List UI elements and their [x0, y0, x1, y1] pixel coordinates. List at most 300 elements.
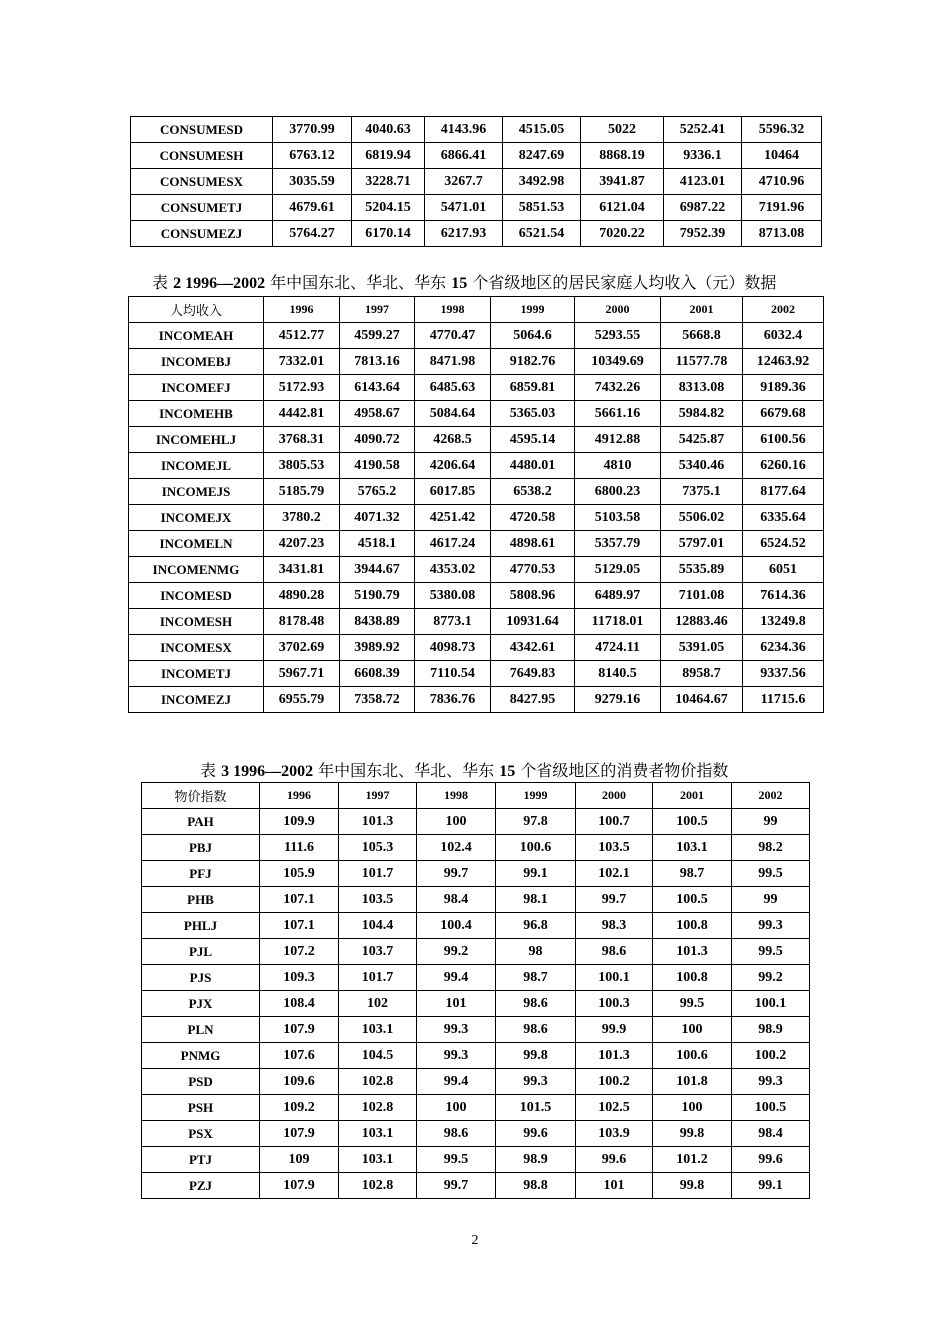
table-cell: 6143.64 — [340, 375, 415, 401]
table-cell: 100.6 — [653, 1043, 732, 1069]
table-cell: 6608.39 — [340, 661, 415, 687]
table-cell: 98.1 — [496, 887, 576, 913]
table-cell: 98.4 — [417, 887, 496, 913]
row-label: INCOMEAH — [129, 323, 264, 349]
table-cell: 8140.5 — [575, 661, 661, 687]
table-cell: 103.1 — [339, 1017, 417, 1043]
year-header: 2002 — [732, 783, 810, 809]
table-cell: 99.4 — [417, 1069, 496, 1095]
table-cell: 101.8 — [653, 1069, 732, 1095]
table-cell: 9279.16 — [575, 687, 661, 713]
table-cell: 100 — [417, 1095, 496, 1121]
table-cell: 6679.68 — [743, 401, 824, 427]
table-cell: 99.2 — [732, 965, 810, 991]
table-cell: 101.2 — [653, 1147, 732, 1173]
table-row — [129, 687, 824, 713]
table-cell: 4342.61 — [491, 635, 575, 661]
table-cell: 7836.76 — [415, 687, 491, 713]
table-cell: 5185.79 — [264, 479, 340, 505]
table-cell: 102.8 — [339, 1173, 417, 1199]
table-cell: 9337.56 — [743, 661, 824, 687]
table-cell: 98 — [496, 939, 576, 965]
table-cell: 8247.69 — [503, 143, 581, 169]
table-cell: 102 — [339, 991, 417, 1017]
year-header: 1996 — [260, 783, 339, 809]
table-cell: 3944.67 — [340, 557, 415, 583]
table-cell: 100.1 — [732, 991, 810, 1017]
table-cell: 5808.96 — [491, 583, 575, 609]
row-label: PJS — [142, 965, 260, 991]
table-cell: 103.1 — [339, 1121, 417, 1147]
year-header: 2001 — [653, 783, 732, 809]
row-label: INCOMEBJ — [129, 349, 264, 375]
table-cell: 4206.64 — [415, 453, 491, 479]
table-cell: 100.2 — [576, 1069, 653, 1095]
table-cell: 4679.61 — [273, 195, 352, 221]
table-cell: 4898.61 — [491, 531, 575, 557]
table-row — [142, 1121, 810, 1147]
table-row — [142, 809, 810, 835]
table-cell: 99.1 — [732, 1173, 810, 1199]
table-cell: 5984.82 — [661, 401, 743, 427]
table-cell: 4710.96 — [742, 169, 822, 195]
table-cell: 4724.11 — [575, 635, 661, 661]
table-cell: 6485.63 — [415, 375, 491, 401]
year-header: 1999 — [491, 297, 575, 323]
year-header: 1999 — [496, 783, 576, 809]
table-cell: 107.9 — [260, 1121, 339, 1147]
table-cell: 109.3 — [260, 965, 339, 991]
year-header: 1996 — [264, 297, 340, 323]
table-cell: 5661.16 — [575, 401, 661, 427]
table-cell: 3431.81 — [264, 557, 340, 583]
table-cell: 104.5 — [339, 1043, 417, 1069]
table-cell: 3989.92 — [340, 635, 415, 661]
table-cell: 109 — [260, 1147, 339, 1173]
table-cell: 99.3 — [732, 1069, 810, 1095]
table-cell: 101.3 — [653, 939, 732, 965]
table-cell: 8178.48 — [264, 609, 340, 635]
table-cell: 4599.27 — [340, 323, 415, 349]
table-cell: 6819.94 — [352, 143, 425, 169]
table-cell: 7952.39 — [664, 221, 742, 247]
row-label: PSD — [142, 1069, 260, 1095]
table-cell: 100.3 — [576, 991, 653, 1017]
table-cell: 4890.28 — [264, 583, 340, 609]
table-cell: 108.4 — [260, 991, 339, 1017]
table-cell: 6987.22 — [664, 195, 742, 221]
table-cell: 11577.78 — [661, 349, 743, 375]
table3-caption: 表 3 1996—2002 年中国东北、华北、华东 15 个省级地区的消费者物价指数 — [200, 761, 729, 780]
table-row — [142, 913, 810, 939]
table-cell: 4617.24 — [415, 531, 491, 557]
table-cell: 107.9 — [260, 1173, 339, 1199]
table-cell: 99.5 — [653, 991, 732, 1017]
table-cell: 4268.5 — [415, 427, 491, 453]
year-header: 1997 — [339, 783, 417, 809]
table-cell: 99.8 — [653, 1173, 732, 1199]
table-cell: 8313.08 — [661, 375, 743, 401]
table-cell: 12463.92 — [743, 349, 824, 375]
row-label: CONSUMESD — [131, 117, 273, 143]
table-cell: 7649.83 — [491, 661, 575, 687]
table-cell: 100.4 — [417, 913, 496, 939]
row-label: PTJ — [142, 1147, 260, 1173]
table-cell: 6234.36 — [743, 635, 824, 661]
table-row — [142, 1017, 810, 1043]
table-cell: 99.4 — [417, 965, 496, 991]
table-cell: 3492.98 — [503, 169, 581, 195]
table-cell: 102.8 — [339, 1095, 417, 1121]
table-cell: 101.3 — [339, 809, 417, 835]
table-cell: 5425.87 — [661, 427, 743, 453]
row-label: PNMG — [142, 1043, 260, 1069]
table-cell: 100 — [653, 1095, 732, 1121]
table-cell: 98.6 — [496, 991, 576, 1017]
table-cell: 3768.31 — [264, 427, 340, 453]
table-row — [142, 1173, 810, 1199]
table-cell: 96.8 — [496, 913, 576, 939]
table-cell: 103.7 — [339, 939, 417, 965]
table-cell: 4512.77 — [264, 323, 340, 349]
table-cell: 4071.32 — [340, 505, 415, 531]
table-cell: 8427.95 — [491, 687, 575, 713]
header-label: 人均收入 — [129, 297, 264, 323]
table-cell: 98.6 — [576, 939, 653, 965]
table-cell: 98.4 — [732, 1121, 810, 1147]
row-label: CONSUMETJ — [131, 195, 273, 221]
table-cell: 100.5 — [653, 887, 732, 913]
table-cell: 99.9 — [576, 1017, 653, 1043]
table-cell: 4040.63 — [352, 117, 425, 143]
table-cell: 99.6 — [732, 1147, 810, 1173]
table-cell: 100.8 — [653, 965, 732, 991]
table-row — [129, 349, 824, 375]
year-header: 1997 — [340, 297, 415, 323]
header-row — [129, 297, 824, 323]
table-cell: 98.7 — [496, 965, 576, 991]
table-cell: 4518.1 — [340, 531, 415, 557]
table-cell: 3941.87 — [581, 169, 664, 195]
table-row — [129, 635, 824, 661]
table-cell: 98.6 — [496, 1017, 576, 1043]
table-cell: 99.1 — [496, 861, 576, 887]
table-cell: 102.1 — [576, 861, 653, 887]
table-cell: 98.6 — [417, 1121, 496, 1147]
table-cell: 5064.6 — [491, 323, 575, 349]
table-row — [131, 195, 822, 221]
table-cell: 8773.1 — [415, 609, 491, 635]
table-cell: 5797.01 — [661, 531, 743, 557]
table-cell: 5252.41 — [664, 117, 742, 143]
table-cell: 5293.55 — [575, 323, 661, 349]
cpi-table — [141, 782, 810, 1199]
table-cell: 6051 — [743, 557, 824, 583]
table-cell: 8868.19 — [581, 143, 664, 169]
table-cell: 109.2 — [260, 1095, 339, 1121]
table-cell: 5380.08 — [415, 583, 491, 609]
table-row — [131, 169, 822, 195]
table-cell: 5340.46 — [661, 453, 743, 479]
table-row — [142, 835, 810, 861]
row-label: INCOMEZJ — [129, 687, 264, 713]
table-row — [142, 1069, 810, 1095]
table-cell: 7614.36 — [743, 583, 824, 609]
table-cell: 9336.1 — [664, 143, 742, 169]
table-cell: 100.5 — [732, 1095, 810, 1121]
table-cell: 5668.8 — [661, 323, 743, 349]
table-cell: 11715.6 — [743, 687, 824, 713]
table-cell: 6170.14 — [352, 221, 425, 247]
table-cell: 104.4 — [339, 913, 417, 939]
table-cell: 11718.01 — [575, 609, 661, 635]
table-cell: 9182.76 — [491, 349, 575, 375]
table-cell: 99.7 — [417, 1173, 496, 1199]
header-row — [142, 783, 810, 809]
table-row — [129, 479, 824, 505]
table-cell: 6800.23 — [575, 479, 661, 505]
table-row — [129, 453, 824, 479]
page-number: 2 — [471, 1233, 479, 1248]
table-cell: 101.7 — [339, 861, 417, 887]
table-row — [142, 1095, 810, 1121]
table-cell: 100 — [653, 1017, 732, 1043]
row-label: PAH — [142, 809, 260, 835]
table-cell: 107.6 — [260, 1043, 339, 1069]
table-cell: 103.5 — [339, 887, 417, 913]
row-label: INCOMESH — [129, 609, 264, 635]
table-cell: 6489.97 — [575, 583, 661, 609]
table-cell: 111.6 — [260, 835, 339, 861]
table-row — [129, 375, 824, 401]
row-label: CONSUMEZJ — [131, 221, 273, 247]
table-cell: 101.3 — [576, 1043, 653, 1069]
table-cell: 3267.7 — [425, 169, 503, 195]
row-label: INCOMEFJ — [129, 375, 264, 401]
table-cell: 12883.46 — [661, 609, 743, 635]
table-row — [129, 323, 824, 349]
row-label: INCOMEJS — [129, 479, 264, 505]
row-label: PFJ — [142, 861, 260, 887]
table-cell: 100.7 — [576, 809, 653, 835]
table-cell: 99.7 — [417, 861, 496, 887]
table-cell: 6538.2 — [491, 479, 575, 505]
table-cell: 99.7 — [576, 887, 653, 913]
year-header: 2002 — [743, 297, 824, 323]
table-cell: 107.9 — [260, 1017, 339, 1043]
table-cell: 103.1 — [653, 835, 732, 861]
table-cell: 5967.71 — [264, 661, 340, 687]
table-row — [131, 117, 822, 143]
table-cell: 6859.81 — [491, 375, 575, 401]
table-cell: 5764.27 — [273, 221, 352, 247]
table-cell: 7110.54 — [415, 661, 491, 687]
row-label: INCOMEHB — [129, 401, 264, 427]
table-cell: 4595.14 — [491, 427, 575, 453]
table-cell: 102.8 — [339, 1069, 417, 1095]
table-cell: 98.7 — [653, 861, 732, 887]
table-cell: 7191.96 — [742, 195, 822, 221]
table-cell: 7358.72 — [340, 687, 415, 713]
table-cell: 99.3 — [417, 1017, 496, 1043]
row-label: PBJ — [142, 835, 260, 861]
table2-caption: 表 2 1996—2002 年中国东北、华北、华东 15 个省级地区的居民家庭人均收入（元）数据 — [152, 273, 777, 292]
row-label: PJL — [142, 939, 260, 965]
table-cell: 99.5 — [732, 939, 810, 965]
table-cell: 4123.01 — [664, 169, 742, 195]
table-cell: 4810 — [575, 453, 661, 479]
row-label: INCOMENMG — [129, 557, 264, 583]
table-cell: 109.9 — [260, 809, 339, 835]
table-cell: 99 — [732, 887, 810, 913]
table-row — [131, 221, 822, 247]
table-cell: 5535.89 — [661, 557, 743, 583]
table-cell: 10464.67 — [661, 687, 743, 713]
table-cell: 6866.41 — [425, 143, 503, 169]
table-row — [142, 991, 810, 1017]
table-cell: 6260.16 — [743, 453, 824, 479]
table-cell: 107.1 — [260, 913, 339, 939]
table-row — [129, 427, 824, 453]
table-cell: 5471.01 — [425, 195, 503, 221]
table-cell: 98.8 — [496, 1173, 576, 1199]
table-cell: 98.9 — [496, 1147, 576, 1173]
row-label: INCOMEJL — [129, 453, 264, 479]
table-cell: 107.1 — [260, 887, 339, 913]
table-cell: 4480.01 — [491, 453, 575, 479]
table-row — [129, 661, 824, 687]
row-label: INCOMELN — [129, 531, 264, 557]
table-cell: 105.9 — [260, 861, 339, 887]
row-label: INCOMESD — [129, 583, 264, 609]
table-cell: 6100.56 — [743, 427, 824, 453]
income-table — [128, 296, 824, 713]
table-cell: 7101.08 — [661, 583, 743, 609]
table-cell: 101 — [417, 991, 496, 1017]
table-cell: 4912.88 — [575, 427, 661, 453]
table-cell: 7020.22 — [581, 221, 664, 247]
table-cell: 8958.7 — [661, 661, 743, 687]
table-row — [129, 583, 824, 609]
table-cell: 103.9 — [576, 1121, 653, 1147]
table-cell: 4442.81 — [264, 401, 340, 427]
table-row — [142, 861, 810, 887]
table-cell: 99.5 — [417, 1147, 496, 1173]
table-cell: 6524.52 — [743, 531, 824, 557]
table-cell: 4353.02 — [415, 557, 491, 583]
table-cell: 99.3 — [496, 1069, 576, 1095]
table-row — [129, 557, 824, 583]
table-cell: 100.5 — [653, 809, 732, 835]
table-cell: 109.6 — [260, 1069, 339, 1095]
table-cell: 7813.16 — [340, 349, 415, 375]
table-cell: 9189.36 — [743, 375, 824, 401]
table-cell: 5190.79 — [340, 583, 415, 609]
table-cell: 8471.98 — [415, 349, 491, 375]
table-cell: 4090.72 — [340, 427, 415, 453]
table-cell: 7332.01 — [264, 349, 340, 375]
table-row — [142, 939, 810, 965]
row-label: PSX — [142, 1121, 260, 1147]
table-cell: 3035.59 — [273, 169, 352, 195]
table-cell: 100.8 — [653, 913, 732, 939]
table-cell: 4143.96 — [425, 117, 503, 143]
table-cell: 5103.58 — [575, 505, 661, 531]
table-cell: 10464 — [742, 143, 822, 169]
table-cell: 5357.79 — [575, 531, 661, 557]
table-cell: 99.3 — [732, 913, 810, 939]
table-cell: 10931.64 — [491, 609, 575, 635]
table-cell: 4190.58 — [340, 453, 415, 479]
table-cell: 103.1 — [339, 1147, 417, 1173]
row-label: PJX — [142, 991, 260, 1017]
table-cell: 5204.15 — [352, 195, 425, 221]
table-cell: 101.7 — [339, 965, 417, 991]
table-row — [129, 401, 824, 427]
table-cell: 98.3 — [576, 913, 653, 939]
table-cell: 3805.53 — [264, 453, 340, 479]
table-cell: 97.8 — [496, 809, 576, 835]
table-cell: 10349.69 — [575, 349, 661, 375]
table-cell: 99.5 — [732, 861, 810, 887]
table-row — [129, 609, 824, 635]
table-cell: 5851.53 — [503, 195, 581, 221]
table-cell: 7432.26 — [575, 375, 661, 401]
row-label: INCOMETJ — [129, 661, 264, 687]
table-cell: 100 — [417, 809, 496, 835]
table-cell: 3702.69 — [264, 635, 340, 661]
table-cell: 4958.67 — [340, 401, 415, 427]
table-cell: 5391.05 — [661, 635, 743, 661]
table-cell: 99 — [732, 809, 810, 835]
year-header: 1998 — [417, 783, 496, 809]
table-row — [142, 887, 810, 913]
table-cell: 8438.89 — [340, 609, 415, 635]
table-cell: 102.5 — [576, 1095, 653, 1121]
table-cell: 7375.1 — [661, 479, 743, 505]
table-cell: 3780.2 — [264, 505, 340, 531]
table-cell: 5022 — [581, 117, 664, 143]
table-row — [142, 965, 810, 991]
table-cell: 102.4 — [417, 835, 496, 861]
table-cell: 98.9 — [732, 1017, 810, 1043]
row-label: INCOMEHLJ — [129, 427, 264, 453]
table-cell: 103.5 — [576, 835, 653, 861]
table-cell: 100.6 — [496, 835, 576, 861]
table-row — [131, 143, 822, 169]
year-header: 2001 — [661, 297, 743, 323]
table-cell: 5365.03 — [491, 401, 575, 427]
table-cell: 4720.58 — [491, 505, 575, 531]
row-label: PZJ — [142, 1173, 260, 1199]
row-label: INCOMESX — [129, 635, 264, 661]
table-cell: 6763.12 — [273, 143, 352, 169]
table-cell: 4515.05 — [503, 117, 581, 143]
table-cell: 99.2 — [417, 939, 496, 965]
table-cell: 107.2 — [260, 939, 339, 965]
table-row — [142, 1043, 810, 1069]
header-label: 物价指数 — [142, 783, 260, 809]
table-cell: 4098.73 — [415, 635, 491, 661]
table-cell: 8177.64 — [743, 479, 824, 505]
table-cell: 99.6 — [576, 1147, 653, 1173]
table-cell: 3770.99 — [273, 117, 352, 143]
table-cell: 101.5 — [496, 1095, 576, 1121]
row-label: INCOMEJX — [129, 505, 264, 531]
table-cell: 99.6 — [496, 1121, 576, 1147]
table-cell: 4770.53 — [491, 557, 575, 583]
table-cell: 4251.42 — [415, 505, 491, 531]
